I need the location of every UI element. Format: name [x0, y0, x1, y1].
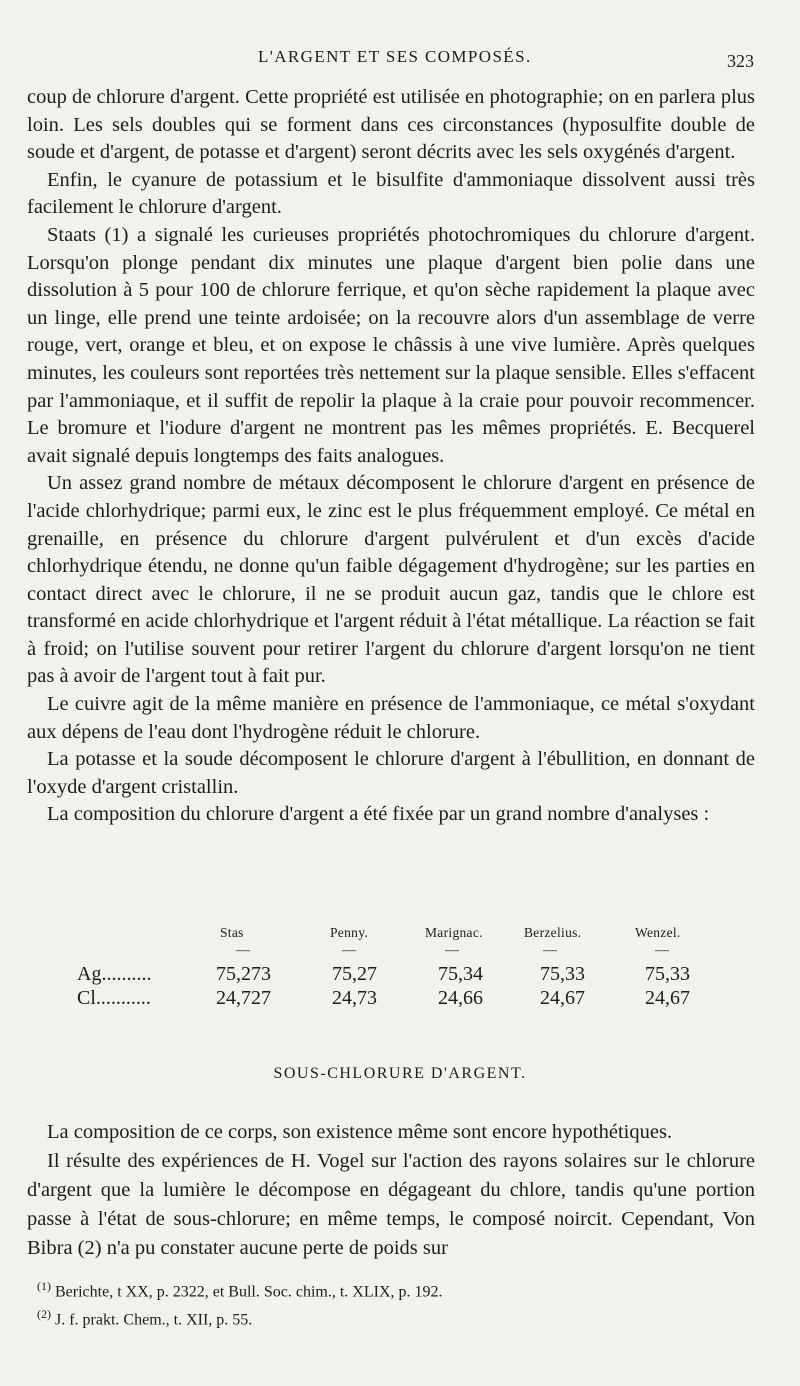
footnote-mark: (2)	[37, 1307, 51, 1322]
paragraph: coup de chlorure d'argent. Cette propriété est utilisée en photographie; on en parlera plus loin. Les sels doubles qui se forment dans ces circonstances (hyposulfite double de soude et d'argent, de potasse et d'argent) seront décrits avec les sels oxygénés d'argent.	[27, 86, 755, 164]
table-cell: 24,73	[332, 987, 377, 1009]
footnote	[37, 1303, 757, 1331]
footnote-mark: (1)	[37, 1279, 51, 1293]
paragraph: La composition du chlorure d'argent a été fixée par un grand nombre d'analyses :	[47, 803, 710, 826]
main-text	[27, 84, 755, 829]
column-dash: —	[543, 943, 557, 958]
column-header: Stas	[220, 925, 244, 940]
composition-table	[60, 925, 760, 1015]
paragraph: Il résulte des expériences de H. Vogel sur l'action des rayons solaires sur le chlorure d'argent que la lumière le décompose en dégageant du chlore, tandis qu'une portion passe à l'état de sous-chlorure; en même temps, le composé noircit. Cependant, Von Bibra (2) n'a pu constater aucune perte de poids sur	[27, 1150, 755, 1259]
footnotes	[37, 1275, 757, 1332]
table-cell: 75,33	[540, 963, 585, 985]
table-cell: 24,67	[540, 987, 585, 1009]
table-cell: 24,727	[216, 987, 271, 1009]
footnote	[37, 1275, 757, 1303]
paragraph: La composition de ce corps, son existence même sont encore hypothétiques.	[47, 1121, 673, 1143]
page-header	[0, 47, 800, 75]
column-dash: —	[445, 943, 459, 958]
footnote-text: Berichte, t XX, p. 2322, et Bull. Soc. chim., t. XLIX, p. 192.	[55, 1283, 443, 1301]
paragraph: Staats (1) a signalé les curieuses propriétés photochromiques du chlorure d'argent. Lorsqu'on plonge pendant dix minutes une plaque d'argent bien polie dans une dissolution à 5 pour 100 de chlorure ferrique, et qu'on sèche rapidement la plaque avec un linge, elle prend une teinte ardoisée; on la recouvre alors d'un assemblage de verre rouge, vert, orange et bleu, et on expose le châssis à une vive lumière. Après quelques minutes, les couleurs sont reportées très nettement sur la plaque sensible. Elles s'effacent par l'ammoniaque, et il suffit de repolir la plaque à la craie pour pouvoir recommencer. Le bromure et l'iodure d'argent ne montrent pas les mêmes propriétés. E. Becquerel avait signalé depuis longtemps des faits analogues.	[27, 223, 755, 467]
column-header: Penny.	[330, 925, 369, 940]
row-label-cl: Cl...........	[77, 987, 151, 1009]
table-cell: 75,273	[216, 963, 271, 985]
table-cell: 24,67	[645, 987, 690, 1009]
column-header: Wenzel.	[635, 925, 681, 940]
footnote-text: J. f. prakt. Chem., t. XII, p. 55.	[55, 1311, 253, 1329]
section-title: SOUS-CHLORURE D'ARGENT.	[273, 1065, 527, 1082]
section-text	[27, 1118, 755, 1263]
column-dash: —	[236, 943, 250, 958]
table-cell: 24,66	[438, 987, 483, 1009]
column-dash: —	[342, 943, 356, 958]
paragraph: La potasse et la soude décomposent le chlorure d'argent à l'ébullition, en donnant de l'oxyde d'argent cristallin.	[27, 748, 755, 798]
running-title: L'ARGENT ET SES COMPOSÉS.	[258, 47, 532, 66]
paragraph: Le cuivre agit de la même manière en présence de l'ammoniaque, ce métal s'oxydant aux dépens de l'eau dont l'hydrogène réduit le chlorure.	[27, 693, 755, 743]
row-label-ag: Ag..........	[77, 963, 152, 985]
column-header: Marignac.	[425, 925, 483, 940]
table-cell: 75,34	[438, 963, 483, 985]
column-header: Berzelius.	[524, 925, 582, 940]
paragraph: Un assez grand nombre de métaux décomposent le chlorure d'argent en présence de l'acide chlorhydrique; parmi eux, le zinc est le plus fréquemment employé. Ce métal en grenaille, en présence du chlorure d'argent pulvérulent et d'un excès d'acide chlorhydrique étendu, ne donne qu'un faible dégagement d'hydrogène; sur les parties en contact direct avec le chlorure, il ne se produit aucun gaz, tandis que le chlore est transformé en acide chlorhydrique et l'argent réduit à l'état métallique. La réaction se fait à froid; on l'utilise souvent pour retirer l'argent du chlorure d'argent lorsqu'on ne tient pas à avoir de l'argent tout à fait pur.	[27, 472, 755, 688]
column-dash: —	[655, 943, 669, 958]
page-number: 323	[727, 51, 754, 71]
table-cell: 75,27	[332, 963, 377, 985]
paragraph: Enfin, le cyanure de potassium et le bisulfite d'ammoniaque dissolvent aussi très facilement le chlorure d'argent.	[27, 168, 755, 219]
table-cell: 75,33	[645, 963, 690, 985]
